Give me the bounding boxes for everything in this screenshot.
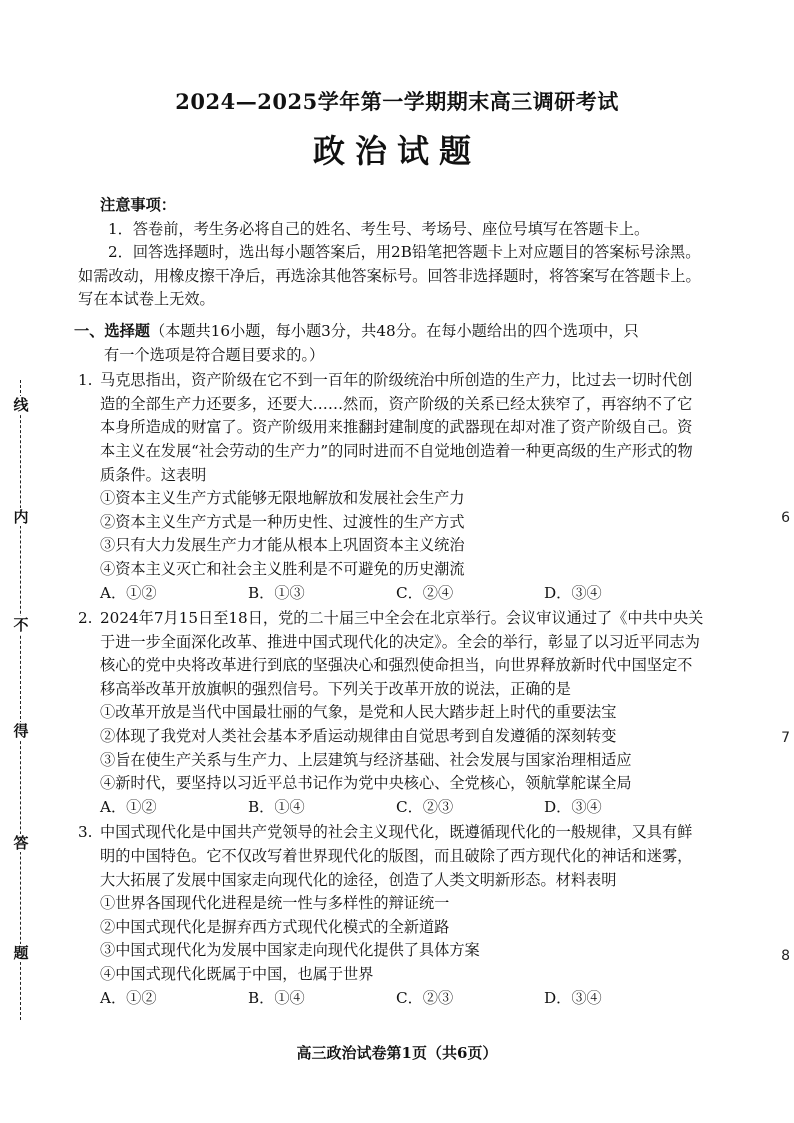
statement: ③只有大力发展生产力才能从根本上巩固资本主义统治 [100, 536, 465, 555]
statement: ④资本主义灭亡和社会主义胜利是不可避免的历史潮流 [100, 559, 465, 578]
statement: ③旨在使生产关系与生产力、上层建筑与经济基础、社会发展与国家治理相适应 [100, 750, 632, 769]
option-a: A．①② [100, 583, 157, 602]
question-number: 3. [78, 823, 93, 842]
statement: ④中国式现代化既属于中国，也属于世界 [100, 965, 374, 983]
binding-char: 线 [13, 396, 29, 414]
statement: ③中国式现代化为发展中国家走向现代化提供了具体方案 [100, 941, 480, 960]
question-number: 2. [78, 609, 93, 628]
binding-dashed-line [20, 380, 21, 1020]
binding-margin [12, 380, 30, 1020]
question-stem: 2024年7月15日至18日，党的二十届三中全会在北京举行。会议审议通过了《中共中央关于进一步全面深化改革、推进中国式现代化的决定》。全会的举行，彰显了以习近平同志为核心的党中央将改革进行到底的坚强决心和强烈使命担当，向世界释放新时代中国坚定不移高举改革开放旗帜的强烈信号。下列关于改革开放的说法，正确的是 [100, 609, 704, 698]
edge-mark: 6 [781, 510, 790, 526]
subject-title: 政治试题 [312, 132, 481, 170]
option-a: A．①② [100, 797, 157, 816]
section-label: 一、选择题 [74, 321, 150, 340]
edge-mark: 7 [781, 730, 790, 746]
question-3 [78, 821, 706, 892]
section-heading [74, 320, 706, 344]
binding-char: 答 [13, 834, 29, 852]
statement: ①资本主义生产方式能够无限地解放和发展社会生产力 [100, 489, 465, 508]
answer-options [100, 796, 706, 820]
binding-char: 不 [13, 616, 29, 634]
page-footer: 高三政治试卷第1页（共6页） [296, 1044, 498, 1062]
answer-options [100, 582, 706, 606]
notice-item: 1．答卷前，考生务必将自己的姓名、考生号、考场号、座位号填写在答题卡上。 [108, 219, 650, 238]
question-stem: 马克思指出，资产阶级在它不到一百年的阶级统治中所创造的生产力，比过去一切时代创造的全部生产力还要多，还要大……然而，资产阶级的关系已经太狭窄了，再容纳不了它本身所造成的财富了。资产阶级用来推翻封建制度的武器现在却对准了资产阶级自己。资本主义在发展“社会劳动的生产力”的同时进而不自觉地创造着一种更高级的生产形式的物质条件。这表明 [100, 371, 693, 484]
statement: ②中国式现代化是摒弃西方式现代化模式的全新道路 [100, 917, 450, 936]
notice-item: 2．回答选择题时，选出每小题答案后，用2B铅笔把答题卡上对应题目的答案标号涂黑。如需改动，用橡皮擦干净后，再选涂其他答案标号。回答非选择题时，将答案写在答题卡上。写在本试卷上无效。 [78, 243, 701, 309]
statement: ④新时代，要坚持以习近平总书记作为党中央核心、全党核心，领航掌舵谋全局 [100, 774, 632, 793]
question-2 [78, 607, 706, 701]
exam-content [74, 194, 706, 1010]
option-b: B．①④ [248, 988, 305, 1007]
binding-char: 题 [13, 944, 29, 962]
binding-char: 得 [13, 722, 29, 740]
exam-header: 2024—2025学年第一学期期末高三调研考试 [175, 89, 619, 114]
option-d: D．③④ [544, 583, 602, 602]
statement: ①改革开放是当代中国最壮丽的气象，是党和人民大踏步赶上时代的重要法宝 [100, 703, 617, 722]
option-c: C．②③ [396, 797, 454, 816]
section-description: （本题共16小题，每小题3分，共48分。在每小题给出的四个选项中，只 [149, 321, 639, 340]
question-1 [78, 369, 706, 487]
option-d: D．③④ [544, 988, 602, 1007]
section-description-cont: 有一个选项是符合题目要求的。） [104, 345, 325, 364]
question-number: 1. [78, 371, 93, 390]
option-b: B．①④ [248, 797, 305, 816]
option-c: C．②③ [396, 988, 454, 1007]
binding-char: 内 [13, 508, 29, 526]
option-d: D．③④ [544, 797, 602, 816]
question-stem: 中国式现代化是中国共产党领导的社会主义现代化，既遵循现代化的一般规律，又具有鲜明的中国特色。它不仅改写着世界现代化的版图，而且破除了西方现代化的神话和迷雾，大大拓展了发展中国家走向现代化的途径，创造了人类文明新形态。材料表明 [100, 823, 693, 889]
statement: ②资本主义生产方式是一种历史性、过渡性的生产方式 [100, 512, 465, 531]
edge-mark: 8 [781, 948, 790, 964]
statement: ②体现了我党对人类社会基本矛盾运动规律由自觉思考到自发遵循的深刻转变 [100, 727, 617, 746]
statement: ①世界各国现代化进程是统一性与多样性的辩证统一 [100, 894, 450, 913]
notice-heading: 注意事项： [100, 196, 176, 214]
option-b: B．①③ [248, 583, 305, 602]
answer-options [100, 987, 706, 1011]
option-c: C．②④ [396, 583, 454, 602]
option-a: A．①② [100, 988, 157, 1007]
